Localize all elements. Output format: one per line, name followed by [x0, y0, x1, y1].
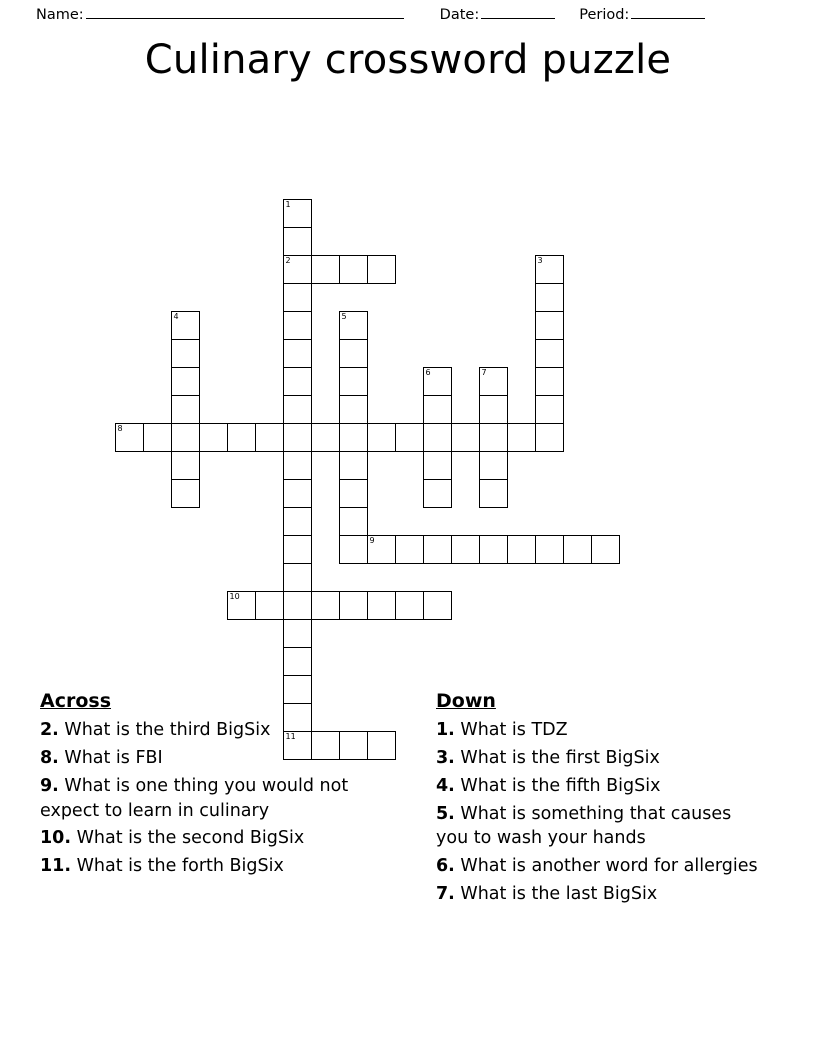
grid-cell[interactable]	[171, 479, 200, 508]
grid-cell[interactable]	[423, 591, 452, 620]
name-label: Name:	[36, 7, 84, 23]
clue-number: 2.	[40, 720, 59, 740]
grid-cell-numbered[interactable]	[535, 255, 564, 284]
grid-cell[interactable]	[171, 395, 200, 424]
grid-cell[interactable]	[171, 451, 200, 480]
grid-cell[interactable]	[395, 535, 424, 564]
grid-cell[interactable]	[535, 535, 564, 564]
period-label: Period:	[579, 7, 630, 23]
grid-cell[interactable]	[311, 255, 340, 284]
grid-cell[interactable]	[171, 423, 200, 452]
grid-cell[interactable]	[479, 479, 508, 508]
grid-cell[interactable]	[283, 535, 312, 564]
grid-cell[interactable]	[283, 647, 312, 676]
grid-cell[interactable]	[423, 479, 452, 508]
grid-cell[interactable]	[339, 507, 368, 536]
clue-item	[40, 718, 394, 743]
clue-text: What is TDZ	[454, 720, 568, 740]
clue-item	[436, 802, 762, 852]
clue-text: What is FBI	[58, 747, 163, 768]
grid-cell[interactable]	[171, 339, 200, 368]
clue-text: What is the fifth BigSix	[454, 775, 661, 796]
grid-cell-number: 4	[173, 312, 179, 321]
clues-section	[0, 690, 816, 910]
grid-cell[interactable]	[283, 395, 312, 424]
grid-cell[interactable]	[311, 591, 340, 620]
down-column	[408, 690, 776, 910]
grid-cell[interactable]	[451, 535, 480, 564]
grid-cell[interactable]	[283, 619, 312, 648]
grid-cell[interactable]	[255, 423, 284, 452]
clue-text: What is one thing you would not expect to learn in culinary	[40, 775, 349, 821]
grid-cell[interactable]	[339, 395, 368, 424]
student-info-header	[0, 0, 816, 23]
grid-cell-number: 9	[369, 536, 375, 545]
grid-cell[interactable]	[367, 423, 396, 452]
grid-cell[interactable]	[395, 423, 424, 452]
clue-item	[40, 854, 394, 879]
grid-cell[interactable]	[367, 591, 396, 620]
grid-cell[interactable]	[339, 451, 368, 480]
name-blank[interactable]	[86, 6, 404, 19]
grid-cell-number: 3	[537, 256, 543, 265]
grid-cell-numbered[interactable]	[339, 311, 368, 340]
grid-cell[interactable]	[423, 535, 452, 564]
date-blank[interactable]	[481, 6, 555, 19]
grid-cell[interactable]	[423, 423, 452, 452]
grid-cell[interactable]	[591, 535, 620, 564]
grid-cell[interactable]	[535, 283, 564, 312]
clue-item	[40, 774, 394, 824]
clue-number: 4.	[436, 775, 455, 796]
date-label: Date:	[439, 7, 480, 23]
clue-item	[436, 774, 762, 799]
clue-number: 10.	[40, 828, 72, 849]
grid-cell[interactable]	[283, 367, 312, 396]
clue-item	[436, 718, 762, 743]
clue-number: 9.	[40, 775, 59, 796]
grid-cell[interactable]	[423, 451, 452, 480]
grid-cell-numbered[interactable]	[115, 423, 144, 452]
clue-item	[436, 854, 762, 879]
grid-cell[interactable]	[535, 311, 564, 340]
grid-cell[interactable]	[479, 395, 508, 424]
grid-cell[interactable]	[479, 535, 508, 564]
clue-number: 3.	[436, 747, 455, 768]
grid-cell-number: 6	[425, 368, 431, 377]
grid-cell[interactable]	[339, 339, 368, 368]
clue-number: 1.	[436, 720, 455, 740]
grid-cell[interactable]	[311, 423, 340, 452]
grid-cell-number: 7	[481, 368, 487, 377]
grid-cell-number: 5	[341, 312, 347, 321]
grid-cell[interactable]	[339, 367, 368, 396]
grid-cell-numbered[interactable]	[283, 199, 312, 228]
grid-cell[interactable]	[367, 255, 396, 284]
clue-text: What is another word for allergies	[454, 856, 758, 877]
clue-text: What is the first BigSix	[454, 747, 660, 768]
grid-cell[interactable]	[479, 423, 508, 452]
grid-cell[interactable]	[479, 451, 508, 480]
grid-cell[interactable]	[255, 591, 284, 620]
grid-cell-number: 8	[117, 424, 123, 433]
across-clue-list	[40, 718, 394, 879]
clue-item	[40, 826, 394, 851]
clue-number: 6.	[436, 856, 455, 877]
grid-cell-number: 11	[285, 732, 296, 741]
clue-text: What is the third BigSix	[58, 720, 271, 740]
grid-cell[interactable]	[535, 423, 564, 452]
grid-cell[interactable]	[507, 423, 536, 452]
grid-cell[interactable]	[283, 339, 312, 368]
period-blank[interactable]	[631, 6, 705, 19]
grid-cell-number: 10	[229, 592, 240, 601]
grid-cell[interactable]	[283, 283, 312, 312]
grid-cell[interactable]	[283, 563, 312, 592]
across-heading: Across	[40, 690, 112, 712]
grid-cell[interactable]	[283, 479, 312, 508]
grid-cell[interactable]	[283, 591, 312, 620]
grid-cell-numbered[interactable]	[283, 255, 312, 284]
clue-text: What is the last BigSix	[454, 884, 658, 905]
grid-cell[interactable]	[339, 591, 368, 620]
grid-cell[interactable]	[339, 479, 368, 508]
down-clue-list	[436, 718, 762, 907]
grid-cell[interactable]	[507, 535, 536, 564]
grid-cell-numbered[interactable]	[367, 535, 396, 564]
clue-text: What is the second BigSix	[71, 828, 305, 849]
grid-cell[interactable]	[535, 367, 564, 396]
grid-cell[interactable]	[563, 535, 592, 564]
grid-cell[interactable]	[283, 423, 312, 452]
grid-cell-number: 1	[285, 200, 291, 209]
grid-cell[interactable]	[535, 395, 564, 424]
grid-cell[interactable]	[423, 395, 452, 424]
grid-cell-numbered[interactable]	[227, 591, 256, 620]
clue-number: 5.	[436, 803, 455, 824]
grid-cell[interactable]	[395, 591, 424, 620]
clue-item	[40, 746, 394, 771]
grid-cell[interactable]	[283, 227, 312, 256]
grid-cell[interactable]	[283, 507, 312, 536]
grid-cell-number: 2	[285, 256, 291, 265]
grid-cell[interactable]	[199, 423, 228, 452]
grid-cell[interactable]	[339, 423, 368, 452]
clue-item	[436, 882, 762, 907]
grid-cell[interactable]	[451, 423, 480, 452]
grid-cell-numbered[interactable]	[171, 311, 200, 340]
grid-cell[interactable]	[283, 451, 312, 480]
grid-cell[interactable]	[283, 311, 312, 340]
clue-item	[436, 746, 762, 771]
grid-cell-numbered[interactable]	[479, 367, 508, 396]
down-heading: Down	[436, 690, 496, 712]
grid-cell[interactable]	[171, 367, 200, 396]
grid-cell[interactable]	[143, 423, 172, 452]
grid-cell-numbered[interactable]	[423, 367, 452, 396]
page-title: Culinary crossword puzzle	[144, 37, 672, 83]
clue-number: 11.	[40, 856, 72, 877]
grid-cell[interactable]	[339, 255, 368, 284]
clue-text: What is something that causes you to wash your hands	[436, 803, 732, 849]
clue-text: What is the forth BigSix	[71, 856, 284, 877]
grid-cell[interactable]	[535, 339, 564, 368]
grid-cell[interactable]	[227, 423, 256, 452]
clue-number: 8.	[40, 747, 59, 768]
grid-cell[interactable]	[339, 535, 368, 564]
across-column	[40, 690, 408, 910]
clue-number: 7.	[436, 884, 455, 905]
